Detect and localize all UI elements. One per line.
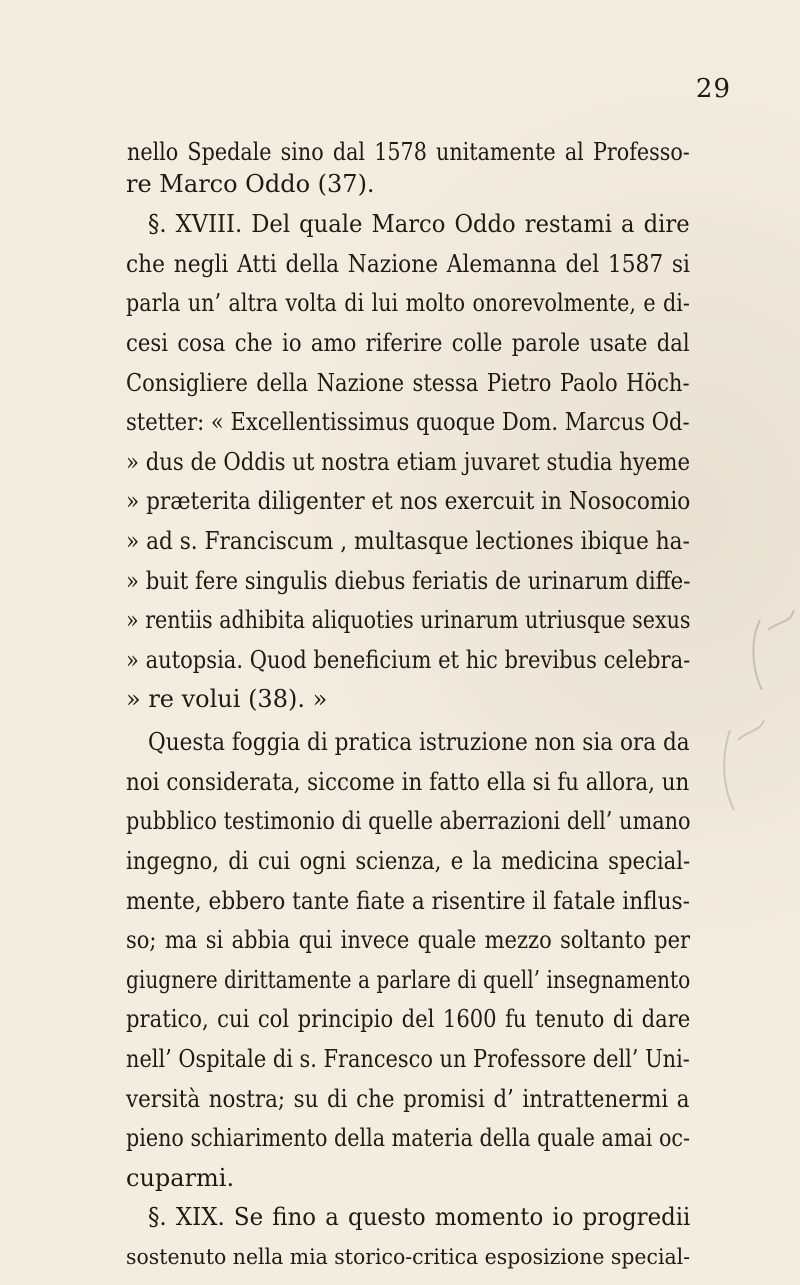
- text-line: cesi cosa che io amo riferire colle parole usate dal: [126, 329, 690, 357]
- text-line: noi considerata, siccome in fatto ella si fu allora, un: [126, 768, 690, 796]
- text-line: Questa foggia di pratica istruzione non sia ora da: [148, 728, 690, 756]
- text-line: cuparmi.: [126, 1164, 235, 1192]
- quote-line: » re volui (38). »: [126, 685, 328, 713]
- text-line: che negli Atti della Nazione Alemanna del 1587 si: [126, 250, 690, 278]
- quote-line: stetter: « Excellentissimus quoque Dom. Marcus Od-: [126, 408, 690, 436]
- text-line: ingegno, di cui ogni scienza, e la medicina special-: [126, 847, 691, 875]
- page-number: 29: [695, 74, 731, 104]
- quote-line: » ad s. Franciscum , multasque lectiones ibique ha-: [126, 527, 690, 555]
- text-line: parla un’ altra volta di lui molto onorevolmente, e di-: [126, 289, 690, 317]
- text-line: versità nostra; su di che promisi d’ intrattenermi a: [126, 1085, 690, 1113]
- text-line: nello Spedale sino dal 1578 unitamente al Professo-: [127, 138, 690, 166]
- text-line: sostenuto nella mia storico-critica esposizione special-: [126, 1245, 691, 1269]
- text-line: pubblico testimonio di quelle aberrazioni dell’ umano: [126, 807, 691, 835]
- text-line: so; ma si abbia qui invece quale mezzo soltanto per: [126, 926, 691, 954]
- text-line: mente, ebbero tante fiate a risentire il fatale influs-: [126, 887, 690, 915]
- text-line: nell’ Ospitale di s. Francesco un Professore dell’ Uni-: [126, 1045, 690, 1073]
- text-line: giugnere dirittamente a parlare di quell’ insegnamento: [126, 966, 691, 994]
- quote-line: » buit fere singulis diebus feriatis de urinarum diffe-: [126, 567, 691, 595]
- quote-line: » præterita diligenter et nos exercuit in Nosocomio: [126, 487, 691, 515]
- text-line: pratico, cui col principio del 1600 fu tenuto di dare: [126, 1005, 691, 1033]
- quote-line: » rentiis adhibita aliquoties urinarum utriusque sexus: [126, 606, 691, 634]
- quote-line: » dus de Oddis ut nostra etiam juvaret studia hyeme: [126, 448, 691, 476]
- text-line: Consigliere della Nazione stessa Pietro Paolo Höch-: [126, 369, 690, 397]
- show-through-marks: [690, 580, 800, 840]
- text-line: pieno schiarimento della materia della quale amai oc-: [126, 1124, 691, 1152]
- section-heading-line: §. XVIII. Del quale Marco Oddo restami a dire: [148, 210, 690, 238]
- text-line: re Marco Oddo (37).: [126, 170, 375, 198]
- section-heading-line: §. XIX. Se fino a questo momento io progredii: [148, 1203, 691, 1231]
- quote-line: » autopsia. Quod beneficium et hic brevibus celebra-: [126, 646, 691, 674]
